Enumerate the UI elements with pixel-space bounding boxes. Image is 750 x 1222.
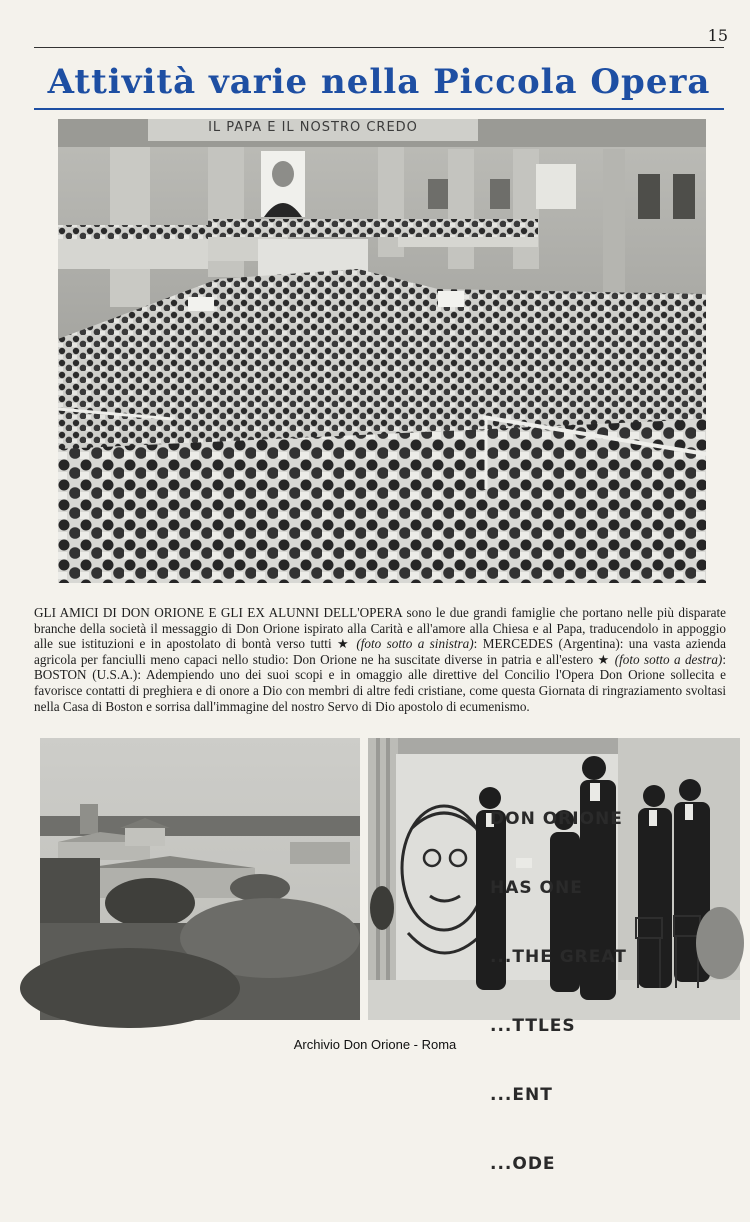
crowd-hall-photo — [58, 119, 706, 583]
photo-ref-left: (foto sotto a sinistra) — [356, 636, 474, 652]
boston-banner-line-5: ...ENT — [490, 1085, 553, 1105]
caption-part-1: sono le due grandi famiglie che portano nelle più disparate branche della società il messaggio di Don Orione ispirato alla Carità e all'amore alla Chiesa e al Papa, traducendolo in appoggio alle sue istituzioni e in apostolato di bontà verso tutti — [34, 605, 727, 652]
header-rule — [34, 47, 724, 48]
star-marker-left: ★ — [337, 636, 351, 652]
star-marker-right: ★ — [597, 651, 611, 667]
photo-ref-right: (foto sotto a destra) — [614, 651, 723, 667]
boston-banner-line-2: HAS ONE — [490, 878, 583, 898]
caption-part-3: : BOSTON (U.S.A.): Adempiendo uno dei suoi scopi e in omaggio alle direttive del Concilio l'Opera Don Orione sollecita e favorisce contatti di preghiera e di onore a Dio con membri di altre fedi cristiane, come questa Giornata di ringraziamento svoltasi nella Casa di Boston e sorrisa dall'immagine del nostro Servo di Dio apostolo di ecumenismo. — [34, 651, 726, 714]
page-number: 15 — [707, 26, 728, 45]
caption-paragraph — [34, 605, 726, 714]
caption-part-2: : MERCEDES (Argentina): una vasta azienda agricola per fanciulli meno capaci nello studio: Don Orione ne ha suscitate diverse in patria e all'estero — [34, 636, 726, 667]
farm-landscape-photo — [40, 738, 360, 1020]
boston-banner-line-4: ...TTLES — [490, 1016, 576, 1036]
page-title: Attività varie nella Piccola Opera — [47, 62, 711, 102]
boston-banner-line-1: DON ORIONE — [490, 809, 623, 829]
title-underline — [34, 108, 724, 110]
boston-banner-line-3: ...THE GREAT — [490, 947, 627, 967]
boston-banner-line-6: ...ODE — [490, 1154, 556, 1174]
archive-footer: Archivio Don Orione - Roma — [293, 1037, 457, 1052]
caption-lead: GLI AMICI DI DON ORIONE E GLI EX ALUNNI DELL'OPERA — [34, 605, 403, 620]
hall-banner-text: IL PAPA E IL NOSTRO CREDO — [208, 120, 418, 135]
